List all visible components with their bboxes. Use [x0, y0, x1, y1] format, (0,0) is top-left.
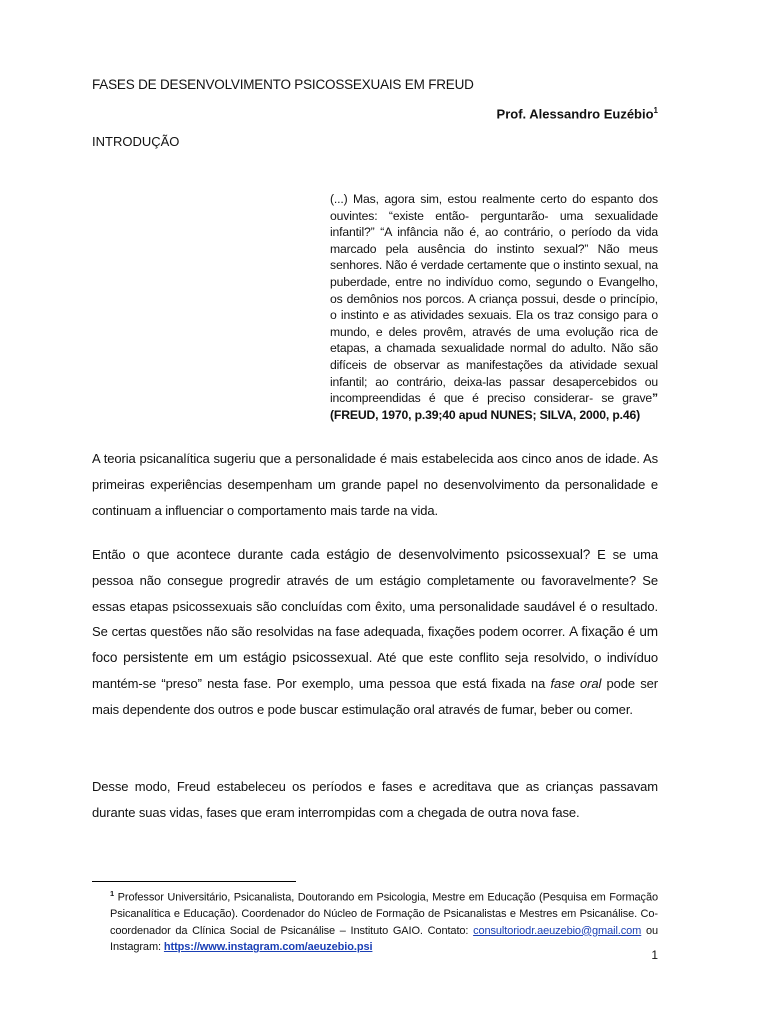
- email-link[interactable]: consultoriodr.aeuzebio@gmail.com: [473, 924, 642, 937]
- block-quote: [330, 191, 658, 423]
- paragraph-1: A teoria psicanalítica sugeriu que a personalidade é mais estabelecida aos cinco anos de idade. As primeiras experiências desempenham um grande papel no desenvolvimento da personalidade e continuam a influenciar o comportamento mais tarde na vida.: [92, 451, 658, 518]
- p2-oral-phase: fase oral: [550, 675, 602, 691]
- author-name: Prof. Alessandro Euzébio: [496, 106, 654, 122]
- p2-lead: Então: [92, 547, 133, 562]
- page-number: 1: [651, 948, 658, 962]
- footnote-marker: 1: [110, 889, 115, 898]
- author-footnote-marker: 1: [653, 106, 658, 115]
- instagram-link[interactable]: https://www.instagram.com/aeuzebio.psi: [163, 941, 373, 954]
- footnote-text: Professor Universitário, Psicanalista, Doutorando em Psicologia, Mestre em Educação (Pesquisa em Formação Psicanalítica e Educação). Coordenador do Núcleo de Formação de Psicanalistas e Mestres em Psicanálise. Co-coordenador da Clínica Social de Psicanálise – Instituto GAIO. Contato:: [110, 891, 658, 937]
- footnote: [110, 886, 658, 956]
- paragraph-3: Desse modo, Freud estabeleceu os períodos e fases e acreditava que as crianças passavam durante suas vidas, fases que eram interrompidas com a chegada de outra nova fase.: [92, 779, 658, 820]
- author-line: [497, 106, 658, 121]
- p2-part-b: . Até que este conflito seja resolvido, o indivíduo mantém-se “preso” nesta fase. Por exemplo, uma pessoa que está fixada na: [92, 650, 658, 691]
- quote-citation: ” (FREUD, 1970, p.39;40 apud NUNES; SILVA, 2000, p.46): [330, 391, 658, 422]
- document-title: FASES DE DESENVOLVIMENTO PSICOSSEXUAIS EM FREUD: [92, 77, 474, 92]
- paragraph-2: [92, 542, 658, 723]
- p2-question: o que acontece durante cada estágio de desenvolvimento psicossexual?: [132, 547, 591, 562]
- p2-part-c: pode ser mais dependente dos outros e pode buscar estimulação oral através de fumar, beber ou comer.: [92, 675, 658, 717]
- instagram-prefix: ou Instagram:: [110, 924, 658, 954]
- p2-part-a: E se uma pessoa não consegue progredir através de um estágio completamente ou favoravelmente? Se essas etapas psicossexuais são concluídas com êxito, uma personalidade saudável é o resultado. Se certas questões não são resolvidas na fase adequada, fixações podem ocorrer.: [92, 547, 658, 640]
- section-heading: INTRODUÇÃO: [92, 134, 180, 149]
- footnote-separator: [92, 881, 296, 882]
- quote-text: (...) Mas, agora sim, estou realmente certo do espanto dos ouvintes: “existe então- perguntarão- uma sexualidade infantil?” “A infância não é, ao contrário, o período da vida marcado pela ausência do instinto sexual?” Não meus senhores. Não é verdade certamente que o instinto sexual, na puberdade, entre no indivíduo como, segundo o Evangelho, os demônios nos porcos. A criança possui, desde o princípio, o instinto e as atividades sexuais. Ela os traz consigo para o mundo, e deles provêm, através de uma evolução rica de etapas, a chamada sexualidade normal do adulto. Não são difíceis de observar as manifestações da atividade sexual infantil; ao contrário, deixa-las passar desapercebidos ou incompreendidas é que é preciso considerar- se grave: [330, 192, 658, 406]
- p2-fixation-definition: A fixação é um foco persistente em um estágio psicossexual: [92, 624, 659, 666]
